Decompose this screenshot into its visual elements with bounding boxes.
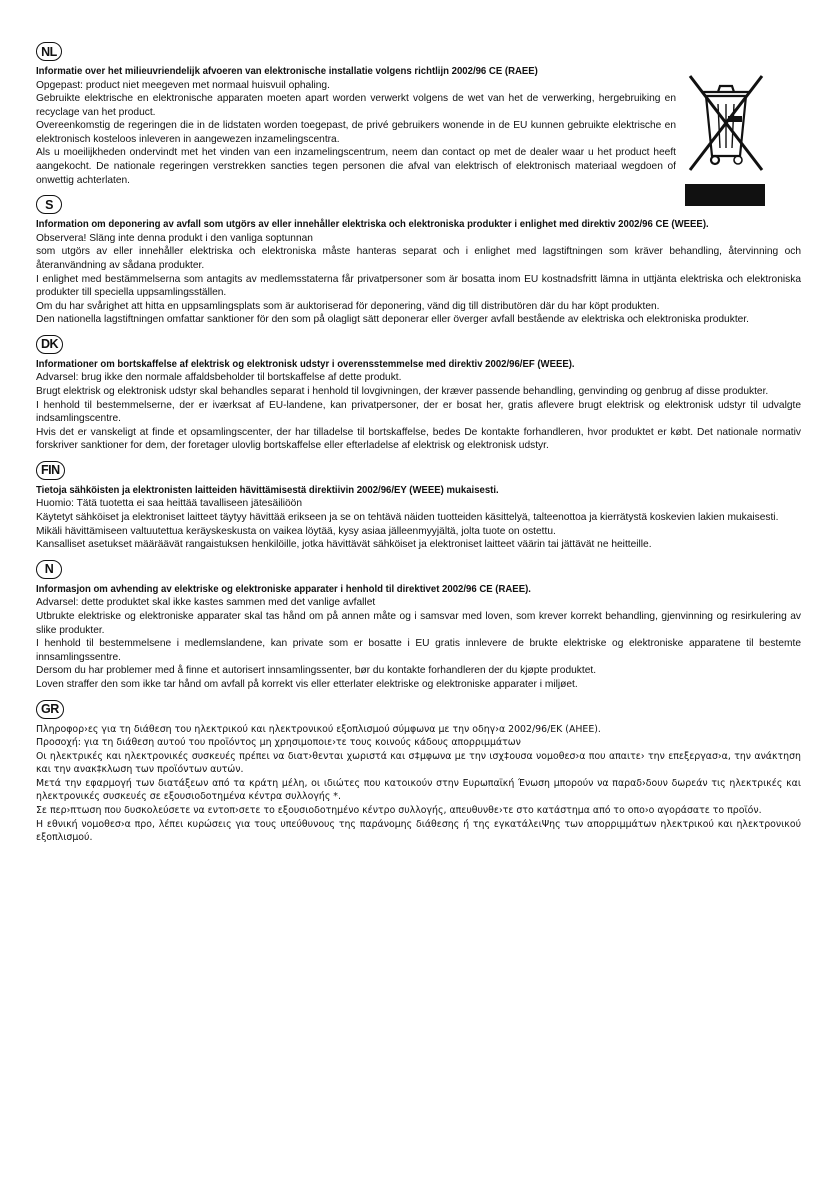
section-dk-para-1: Advarsel: brug ikke den normale affaldsbeholder til bortskaffelse af dette produkt.: [36, 372, 402, 384]
section-n-para-5: Loven straffer den som ikke tar hånd om avfall på korrekt vis eller etterlater elektriske og elektroniske apparater i miljøet.: [36, 678, 578, 690]
section-s-para-3: I enlighet med bestämmelserna som antagits av medlemsstaterna får privatpersoner som är bosatta inom EU kostnadsfritt lämna in uttjänta elektriska och elektroniska produkter till speciella uppsamlingsställen.: [36, 273, 801, 299]
section-n: [36, 560, 801, 692]
section-dk-title: Informationer om bortskaffelse af elektrisk og elektronisk udstyr i overensstemmelse med direktiv 2002/96/EF (WEEE).: [36, 358, 575, 370]
section-gr: [36, 700, 801, 845]
section-gr-para-4: Σε περ›πτωση που δυσκολεύσετε να εντοπ›σετε το εξουσιοδοτημένο κέντρο συλλογής, απευθυνθε›τε στο κατάστημα από το οπο›ο αγοράσατε το προϊόν.: [36, 804, 762, 816]
section-nl-title: Informatie over het milieuvriendelijk afvoeren van elektronische installatie volgens richtlijn 2002/96 CE (RAEE): [36, 66, 538, 77]
section-s-para-4: Om du har svårighet att hitta en uppsamlingsplats som är auktoriserad för deponering, vänd dig till distributören där du har köpt produkten.: [36, 300, 660, 312]
section-dk-para-4: Hvis det er vanskeligt at finde et opsamlingscenter, der har tilladelse til bortskaffelse, bedes De kontakte forhandleren, hvor produktet er købt. Det nationale normativ forskriver sanktioner for dem, der foretager ulovlig bortskaffelse eller efterladelse af elektrisk og elektronisk udstyr.: [36, 426, 801, 452]
section-gr-para-2: Οι ηλεκτρικές και ηλεκτρονικές συσκευές πρέπει να διατ›θενται χωριστά και σ‡μφωνα με την ισχ‡ουσα νομοθεσ›α που απαιτε› την επεξεργασ›α, την ανάκτηση και την ανακ‡κλωση των προϊόντων αυτών.: [36, 750, 801, 776]
section-fin-para-3: Mikäli hävittämiseen valtuutettua keräyskeskusta on vaikea löytää, kysy asiaa jälleenmyyjältä, jolta tuote on ostettu.: [36, 525, 556, 537]
section-fin-para-1: Huomio: Tätä tuotetta ei saa heittää tavalliseen jätesäiliöön: [36, 498, 302, 510]
section-gr-title: Πληροφορ›ες για τη διάθεση του ηλεκτρικού και ηλεκτρονικού εξοπλισμού σύμφωνα με την οδηγ›α 2002/96/ΕΚ (ΑΗΕΕ).: [36, 723, 601, 735]
section-n-para-2: Utbrukte elektriske og elektroniske apparater skal tas hånd om på annen måte og i samsvar med loven, som krever korrekt behandling, gjenvinning og resirkulering av slike produkter.: [36, 610, 801, 636]
section-nl-para-2: Gebruikte elektrische en elektronische apparaten moeten apart worden verwerkt volgens de wet van het de verwerking, hergebruiking en recyclage van het product.: [36, 93, 676, 118]
section-dk-para-2: Brugt elektrisk og elektronisk udstyr skal behandles separat i henhold til lovgivningen, der kræver passende behandling, genvinding og genbrug af disse produkter.: [36, 386, 769, 397]
language-badge-dk: DK: [36, 335, 63, 354]
section-dk: [36, 335, 801, 453]
section-dk-para-3: I henhold til bestemmelserne, der er iværksat af EU-landene, kan privatpersoner, der er bosat her, gratis aflevere brugt elektrisk og elektronisk udstyr til udvalgte indsamlingscentre.: [36, 399, 801, 425]
section-s-title: Information om deponering av avfall som utgörs av eller innehåller elektriska och elektroniska produkter i enlighet med direktiv 2002/96 CE (WEEE).: [36, 219, 709, 231]
section-s-para-1: Observera! Släng inte denna produkt i den vanliga soptunnan: [36, 232, 313, 244]
section-nl-body: [36, 65, 676, 187]
language-badge-gr: GR: [36, 700, 64, 719]
language-badge-fin: FIN: [36, 461, 65, 480]
section-s: [36, 195, 801, 327]
language-badge-s: S: [36, 195, 62, 214]
section-n-para-4: Dersom du har problemer med å finne et autorisert innsamlingssenter, bør du kontakte forhandleren der du kjøpte produktet.: [36, 665, 597, 677]
language-badge-n: N: [36, 560, 62, 579]
section-fin: [36, 461, 801, 552]
section-fin-title: Tietoja sähköisten ja elektronisten laitteiden hävittämisestä direktiivin 2002/96/EY (WEEE) mukaisesti.: [36, 484, 499, 496]
section-gr-para-3: Μετά την εφαρμογή των διατάξεων από τα κράτη μέλη, οι ιδιώτες που κατοικούν στην Ευρωπαϊκή Ένωση μπορούν να παραδ›δουν δωρεάν τις ηλεκτρικές και ηλεκτρονικές συσκευές σε εξουσιοδοτημένα κέντρα συλλογής *.: [36, 777, 801, 803]
section-n-para-3: I henhold til bestemmelsene i medlemslandene, kan private som er bosatte i EU gratis innlevere de brukte elektriske og elektroniske apparatene til bestemte innsamlingssentre.: [36, 638, 801, 663]
section-gr-para-1: Προσοχή: για τη διάθεση αυτού του προϊόντος μη χρησιμοποιε›τε τους κοινούς κάδους απορριμμάτων: [36, 737, 521, 748]
section-nl-para-3: Overeenkomstig de regeringen die in de lidstaten worden toegepast, de privé gebruikers wonende in de EU kunnen gebruikte elektrische en elektronisch kosteloos inleveren in aangewezen inzamelingscentra.: [36, 120, 676, 145]
section-s-para-5: Den nationella lagstiftningen omfattar sanktioner för den som på olagligt sätt deponerar eller överger avfall bestående av elektriska och elektroniska produkter.: [36, 314, 749, 326]
section-nl: [36, 42, 801, 187]
section-s-para-2: som utgörs av eller innehåller elektriska och elektroniska måste hanteras separat och i enlighet med lagstiftningen som kräver behandling, återvinning och återanvändning av sådana produkter.: [36, 246, 801, 271]
section-n-title: Informasjon om avhending av elektriske og elektroniske apparater i henhold til direktivet 2002/96 CE (RAEE).: [36, 583, 531, 595]
section-fin-para-4: Kansalliset asetukset määräävät rangaistuksen henkilöille, jotka hävittävät sähköiset ja elektroniset laitteet väärin tai jättävät ne heitteille.: [36, 539, 652, 551]
page-content: [36, 42, 801, 853]
section-nl-para-4: Als u moeilijkheden ondervindt met het vinden van een inzamelingscentrum, neem dan contact op met de dealer waar u het product heeft aangekocht. De nationale regeringen verstrekken sancties tegen personen die afval van elektrisch of elektronisch materiaal wegdoen of onwettig achterlaten.: [36, 147, 676, 186]
section-nl-para-1: Opgepast: product niet meegeven met normaal huisvuil ophaling.: [36, 79, 330, 91]
section-gr-para-5: Η εθνική νομοθεσ›α προ, λέπει κυρώσεις για τους υπεύθυνους της παράνομης διάθεσης ή της εγκατάλειΨης των απορριμμάτων ηλεκτρικού και ηλεκτρονικού εξοπλισμού.: [36, 818, 801, 844]
section-fin-para-2: Käytetyt sähköiset ja elektroniset laitteet täytyy hävittää erikseen ja se on tehtävä näiden tuotteiden käsittelyä, talteenottoa ja kierrätystä koskevien lakien mukaisesti.: [36, 512, 779, 524]
language-badge-nl: NL: [36, 42, 62, 61]
section-n-para-1: Advarsel: dette produktet skal ikke kastes sammen med det vanlige avfallet: [36, 597, 376, 609]
